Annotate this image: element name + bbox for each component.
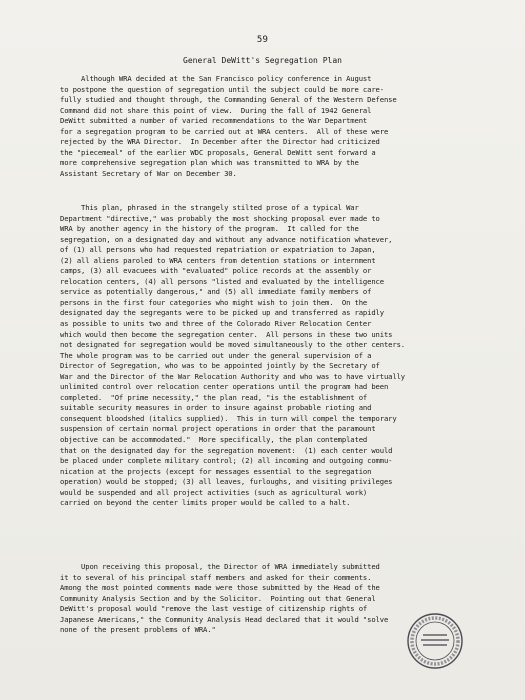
text-line: Community Analysis Section and by the Solicitor. Pointing out that General xyxy=(60,593,376,603)
text-line: persons in the first four categories who might wish to join them. On the xyxy=(60,297,368,307)
text-line: would be suspended and all project activities (such as agricultural work) xyxy=(60,487,368,497)
text-line: WRA by another agency in the history of the program. It called for the xyxy=(60,224,359,234)
text-line: which would then become the segregation center. All persons in these two units xyxy=(60,329,393,339)
archive-stamp xyxy=(406,612,464,670)
text-line: of (1) all persons who had requested repatriation or expatriation to Japan, xyxy=(60,245,376,255)
text-line: completed. "Of prime necessity," the plan read, "is the establishment of xyxy=(60,392,368,402)
text-line: as possible to units two and three of the Colorado River Relocation Center xyxy=(60,319,372,329)
text-line: unlimited control over relocation center operations until the program had been xyxy=(60,382,389,392)
text-line: none of the present problems of WRA." xyxy=(60,625,216,635)
text-line: segregation, on a designated day and without any advance notification whatever, xyxy=(60,234,393,244)
text-line: Upon receiving this proposal, the Director of WRA immediately submitted xyxy=(60,562,380,571)
text-line: to postpone the question of segregation until the subject could be more care- xyxy=(60,84,384,94)
text-line: operation) would be stopped; (3) all leaves, furloughs, and visiting privileges xyxy=(60,477,393,487)
paragraph-2 xyxy=(60,203,490,509)
text-line: fully studied and thought through, the Commanding General of the Western Defense xyxy=(60,95,397,105)
text-line: not designated for segregation would be moved simultaneously to the other centers. xyxy=(60,340,405,350)
text-line: suitable security measures in order to insure against probable rioting and xyxy=(60,403,372,413)
text-line: service as potentially dangerous," and (5) all immediate family members of xyxy=(60,287,372,297)
text-line: Among the most pointed comments made were those submitted by the Head of the xyxy=(60,583,380,593)
text-line: DeWitt submitted a number of varied recommendations to the War Department xyxy=(60,116,368,126)
text-line: War and the Director of the War Relocation Authority and who was to have virtually xyxy=(60,371,405,381)
text-line: designated day the segregants were to be picked up and transferred as rapidly xyxy=(60,308,384,318)
text-line: for a segregation program to be carried out at WRA centers. All of these were xyxy=(60,126,389,136)
text-line: the "piecemeal" of the earlier WDC proposals, General DeWitt sent forward a xyxy=(60,147,376,157)
text-line: Assistant Secretary of War on December 30. xyxy=(60,168,237,178)
text-line: nication at the projects (except for messages essential to the segregation xyxy=(60,466,372,476)
text-line: Department "directive," was probably the most shocking proposal ever made to xyxy=(60,213,380,223)
text-line: DeWitt's proposal would "remove the last vestige of citizenship rights of xyxy=(60,604,368,614)
text-line: consequent bloodshed (italics supplied). This in turn will compel the temporary xyxy=(60,413,397,423)
text-line: carried on beyond the center limits proper would be called to a halt. xyxy=(60,498,351,508)
text-line: Although WRA decided at the San Francisco policy conference in August xyxy=(60,74,372,83)
text-line: relocation centers, (4) all persons "listed and evaluated by the intelligence xyxy=(60,276,384,286)
text-line: (2) all aliens paroled to WRA centers from detention stations or internment xyxy=(60,255,376,265)
text-line: The whole program was to be carried out under the general supervision of a xyxy=(60,350,372,360)
text-line: be placed under complete military control; (2) all incoming and outgoing commu- xyxy=(60,456,393,466)
text-line: objective can be accommodated." More specifically, the plan contemplated xyxy=(60,435,368,445)
text-line: This plan, phrased in the strangely stilted prose of a typical War xyxy=(60,203,359,212)
text-line: Director of Segregation, who was to be appointed jointly by the Secretary of xyxy=(60,361,380,371)
paragraph-1 xyxy=(60,74,490,179)
text-line: camps, (3) all evacuees with "evaluated" police records at the assembly or xyxy=(60,266,372,276)
section-heading: General DeWitt's Segregation Plan xyxy=(183,56,342,65)
text-line: more comprehensive segregation plan which was transmitted to WRA by the xyxy=(60,158,359,168)
text-line: rejected by the WRA Director. In December after the Director had criticized xyxy=(60,137,380,147)
text-line: Command did not share this point of view. During the fall of 1942 General xyxy=(60,105,372,115)
text-line: that on the designated day for the segregation movement: (1) each center would xyxy=(60,445,393,455)
page-number: 59 xyxy=(256,35,269,45)
text-line: Japanese Americans," the Community Analysis Head declared that it would "solve xyxy=(60,614,389,624)
text-line: it to several of his principal staff members and asked for their comments. xyxy=(60,572,372,582)
text-line: suspension of certain normal project operations in order that the paramount xyxy=(60,424,376,434)
